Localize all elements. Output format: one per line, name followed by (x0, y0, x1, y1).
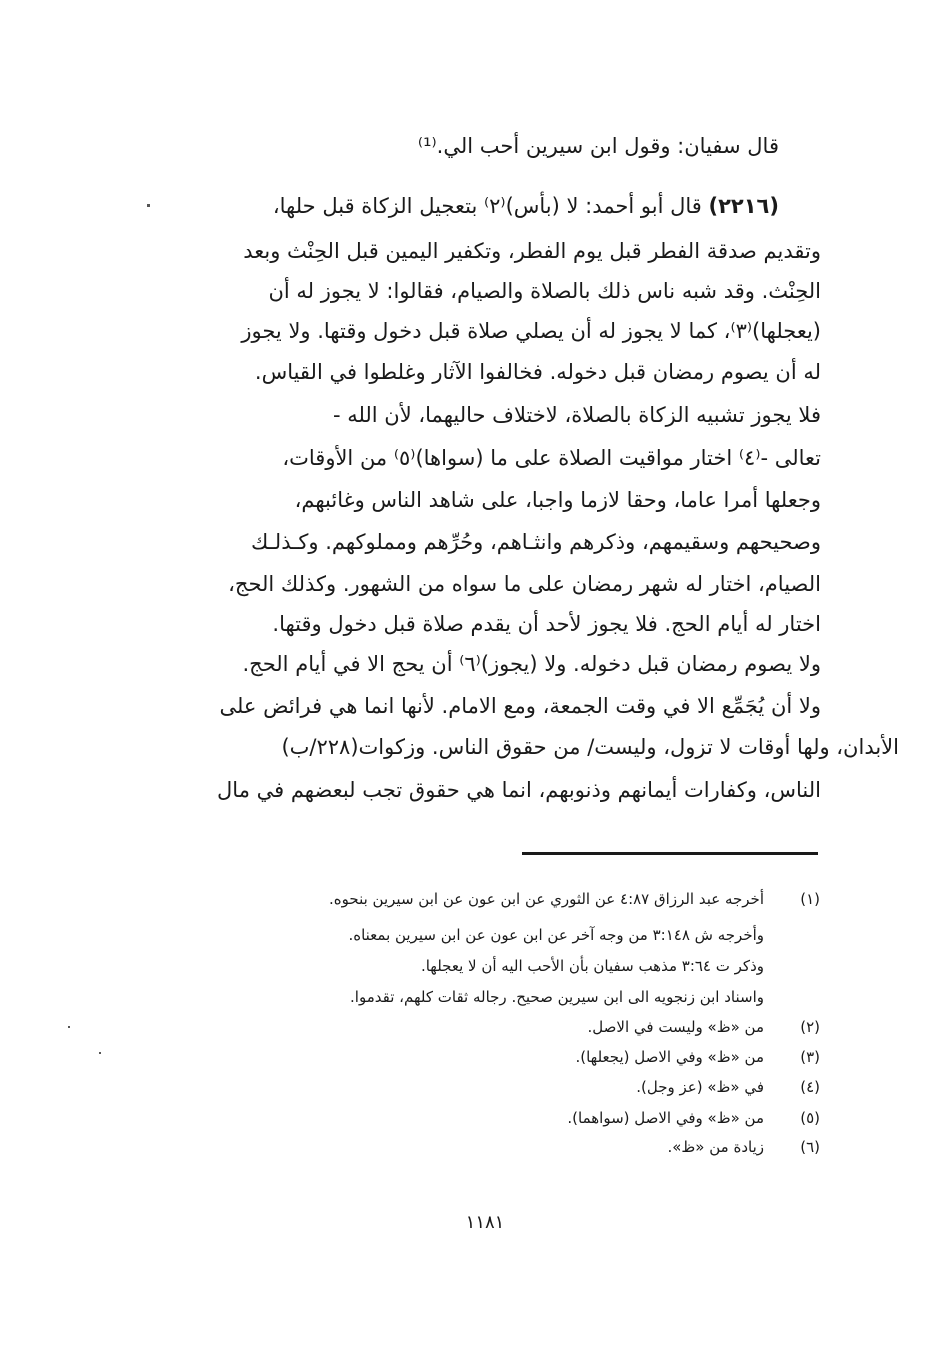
footnote-text: أخرجه عبد الرزاق ٤:٨٧ عن الثوري عن ابن عون عن ابن سيرين بنحوه. (329, 890, 764, 908)
footnote-text: من «ظ» وفي الاصل (سواهما). (567, 1109, 764, 1127)
footnote-text: في «ظ» (عز وجل). (636, 1078, 764, 1096)
footnote-text: واسناد ابن زنجويه الى ابن سيرين صحيح. رجاله ثقات كلهم، تقدموا. (350, 988, 764, 1006)
footnote-number: (٤) (800, 1078, 820, 1096)
scan-speck (99, 1052, 101, 1054)
footnote-number: (١) (800, 890, 820, 908)
body-line: وجعلها أمرا عاما، وحقا لازما واجبا، على شاهد الناس وغائبهم، (294, 488, 821, 512)
footnote-text: وذكر ت ٣:٦٤ مذهب سفيان بأن الأحب اليه أن لا يعجلها. (420, 957, 764, 975)
footnote-number: (٣) (800, 1048, 820, 1066)
body-line: ولا يصوم رمضان قبل دخوله. ولا (يجوز)⁽٦⁾ أن يحج الا في أيام الحج. (242, 652, 821, 676)
body-line: له أن يصوم رمضان قبل دخوله. فخالفوا الآثار وغلطوا في القياس. (254, 360, 821, 384)
footnote-text: زيادة من «ظ». (667, 1138, 764, 1156)
footnote-number: (٦) (800, 1138, 820, 1156)
footnote-number: (٥) (800, 1109, 820, 1127)
intro-line: قال سفيان: وقول ابن سيرين أحب الي.⁽¹⁾ (417, 134, 779, 158)
entry-first-line (273, 196, 779, 217)
body-line-with-folio: الأبدان، ولها أوقات لا تزول، وليست/ من حقوق الناس. وزكوات(٢٢٨/ب) (281, 735, 899, 759)
body-line: الصيام، اختار له شهر رمضان على ما سواه من الشهور. وكذلك الحج، (228, 572, 821, 596)
footnote-text: من «ظ» وليست في الاصل. (587, 1018, 764, 1036)
body-line: ولا أن يُجَمِّع الا في وقت الجمعة، ومع الامام. لأنها انما هي فرائض على (219, 694, 821, 718)
body-line: (يعجلها)⁽٣⁾، كما لا يجوز له أن يصلي صلاة قبل دخول وقتها. ولا يجوز (241, 319, 821, 343)
body-line: تعالى -⁽٤⁾ اختار مواقيت الصلاة على ما (سواها)⁽٥⁾ من الأوقات، (282, 446, 821, 470)
footnote-text: وأخرجه ش ٣:١٤٨ من وجه آخر عن ابن عون عن ابن سيرين بمعناه. (348, 926, 764, 944)
body-line: اختار له أيام الحج. فلا يجوز لأحد أن يقدم صلاة قبل دخول وقتها. (272, 612, 821, 636)
footnote-number: (٢) (800, 1018, 820, 1036)
body-line: قال أبو أحمد: لا (بأس)⁽٢⁾ بتعجيل الزكاة قبل حلها، (272, 194, 702, 218)
scan-speck (68, 1026, 70, 1028)
scan-speck (147, 204, 150, 207)
body-line: الحِنْث. وقد شبه ناس ذلك بالصلاة والصيام، فقالوا: لا يجوز له أن (268, 279, 821, 303)
page-number: ١١٨١ (465, 1212, 505, 1233)
footnote-text: من «ظ» وفي الاصل (يجعلها). (575, 1048, 764, 1066)
body-line: وصحيحهم وسقيمهم، وذكرهم وانثـاهم، وحُرِّهم ومملوكهم. وكـذلـك (250, 530, 821, 554)
footnote-separator (522, 852, 818, 855)
body-line: وتقديم صدقة الفطر قبل يوم الفطر، وتكفير اليمين قبل الحِنْث وبعد (243, 239, 821, 263)
body-line: فلا يجوز تشبيه الزكاة بالصلاة، لاختلاف حاليهما، لأن الله - (332, 403, 821, 427)
entry-number: (٢٢١٦) (708, 194, 779, 218)
body-line: الناس، وكفارات أيمانهم وذنوبهم، انما هي حقوق تجب لبعضهم في مال (217, 778, 821, 802)
